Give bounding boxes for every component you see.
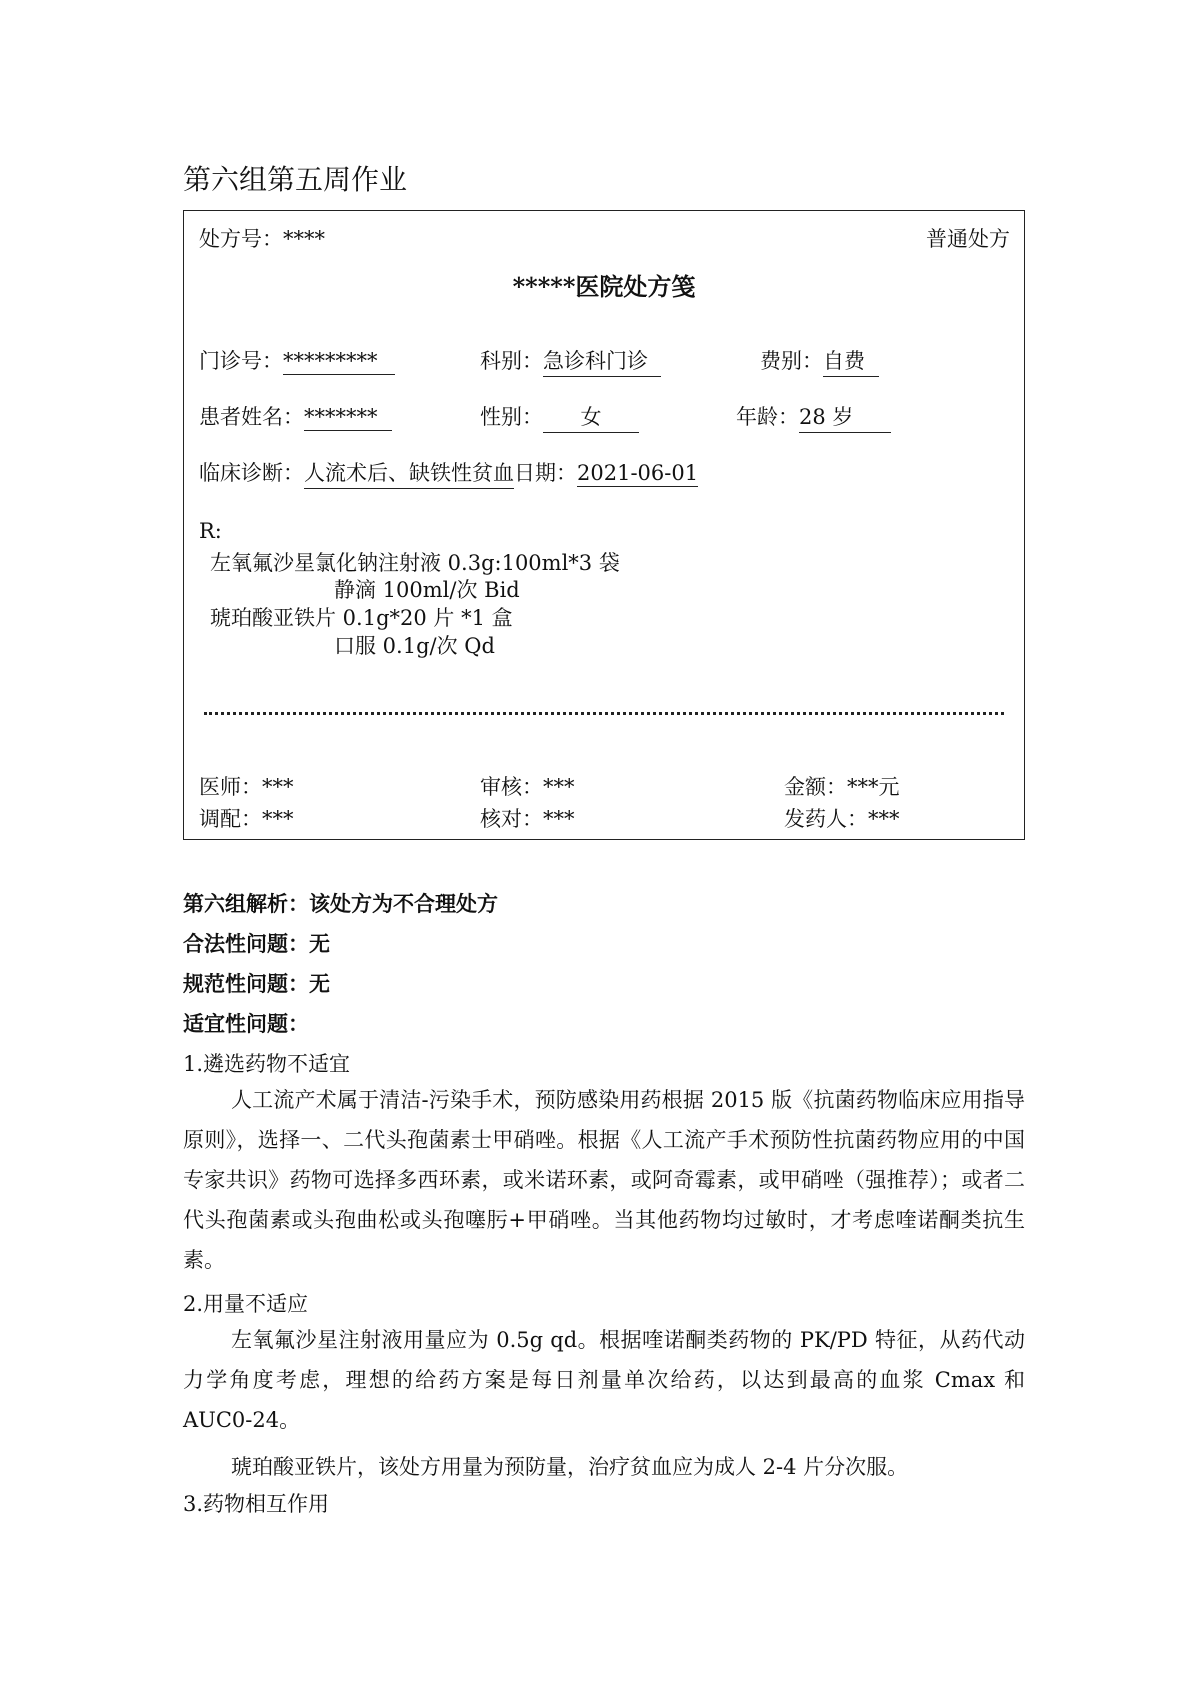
- document-title: 第六组第五周作业: [183, 163, 408, 196]
- rx-type: 普通处方: [926, 227, 1010, 251]
- patient-value: *******: [304, 405, 392, 431]
- dept-label: 科别：: [480, 349, 543, 373]
- drug-1-usage: 静滴 100ml/次 Bid: [334, 578, 520, 602]
- department: [480, 345, 661, 377]
- date-value: 2021-06-01: [577, 461, 699, 485]
- rx-number-value: ****: [283, 227, 325, 251]
- dept-value: 急诊科门诊: [543, 345, 661, 377]
- suitability-issue: 适宜性问题：: [183, 1011, 309, 1036]
- rx-number-label: 处方号：: [199, 227, 283, 251]
- drug-2-usage: 口服 0.1g/次 Qd: [334, 634, 495, 658]
- item-2-paragraph-1: 左氧氟沙星注射液用量应为 0.5g qd。根据喹诺酮类药物的 PK/PD 特征，从药代动力学角度考虑，理想的给药方案是每日剂量单次给药，以达到最高的血浆 Cmax 和 AUC0-24。: [183, 1328, 1025, 1432]
- diagnosis-value: 人流术后、缺铁性贫血: [304, 457, 514, 489]
- sex-label: 性别：: [480, 405, 543, 429]
- age: [736, 401, 891, 433]
- legality-issue: 合法性问题：无: [183, 931, 330, 956]
- outpatient-label: 门诊号：: [199, 349, 283, 373]
- review-sign: 审核：***: [480, 775, 575, 799]
- item-3-title: 3.药物相互作用: [183, 1492, 330, 1516]
- dispense-sign: 调配：***: [199, 807, 294, 831]
- outpatient-value: *********: [283, 349, 395, 375]
- standard-issue: 规范性问题：无: [183, 971, 330, 996]
- prescription-form: [183, 210, 1025, 840]
- patient-name: [199, 401, 392, 431]
- age-value: 28 岁: [799, 401, 891, 433]
- analysis-verdict: 第六组解析：该处方为不合理处方: [183, 891, 498, 916]
- drug-2-name: 琥珀酸亚铁片 0.1g*20 片 *1 盒: [210, 606, 513, 630]
- fee-type: [760, 345, 879, 377]
- rx-number: [199, 223, 325, 253]
- drug-1-name: 左氧氟沙星氯化钠注射液 0.3g:100ml*3 袋: [210, 551, 620, 575]
- sex-value: 女: [543, 401, 639, 433]
- outpatient-no: [199, 345, 395, 375]
- check-sign: 核对：***: [480, 807, 575, 831]
- fee-value: 自费: [823, 345, 879, 377]
- item-1-title: 1.遴选药物不适宜: [183, 1052, 351, 1076]
- rx-symbol: R:: [199, 519, 222, 543]
- patient-label: 患者姓名：: [199, 405, 304, 429]
- diagnosis-label: 临床诊断：: [199, 461, 304, 485]
- item-1-paragraph: 人工流产术属于清洁-污染手术，预防感染用药根据 2015 版《抗菌药物临床应用指导原则》，选择一、二代头孢菌素士甲硝唑。根据《人工流产手术预防性抗菌药物应用的中国专家共识》药物可选择多西环素，或米诺环素，或阿奇霉素，或甲硝唑（强推荐）；或者二代头孢菌素或头孢曲松或头孢噻肟+甲硝唑。当其他药物均过敏时，才考虑喹诺酮类抗生素。: [183, 1088, 1025, 1272]
- issuer-sign: 发药人：***: [784, 807, 900, 831]
- date-label: 日期：: [514, 461, 577, 485]
- sex: [480, 401, 639, 433]
- item-2-title: 2.用量不适应: [183, 1292, 309, 1316]
- age-label: 年龄：: [736, 405, 799, 429]
- diagnosis-row: [199, 457, 698, 489]
- fee-label: 费别：: [760, 349, 823, 373]
- item-2-paragraph-2: 琥珀酸亚铁片，该处方用量为预防量，治疗贫血应为成人 2-4 片分次服。: [231, 1455, 909, 1479]
- hospital-title: *****医院处方笺: [512, 272, 696, 301]
- doctor-sign: 医师：***: [199, 775, 294, 799]
- amount: 金额：***元: [784, 775, 900, 799]
- dotted-divider: [204, 708, 1004, 715]
